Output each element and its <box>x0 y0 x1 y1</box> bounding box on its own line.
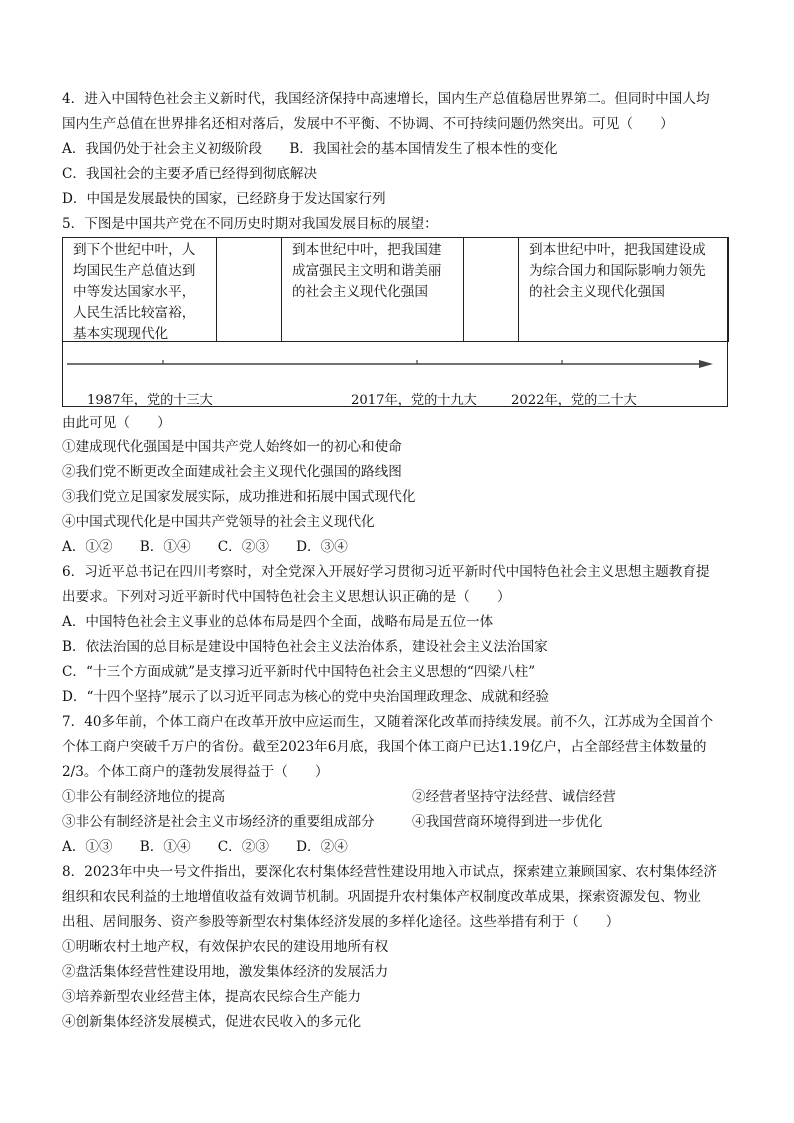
q5-item-4: ④中国式现代化是中国共产党领导的社会主义现代化 <box>62 514 375 530</box>
timeline-label-1987: 1987年，党的十三大 <box>87 393 213 408</box>
q7-stem-line3: 2/3。个体工商户的蓬勃发展得益于（ ） <box>62 764 329 780</box>
cell-1987-line5: 基本实现现代化 <box>73 326 169 342</box>
timeline-arrow <box>65 354 713 374</box>
q6-option-c: C．“十三个方面成就”是支撑习近平新时代中国特色社会主义思想的“四梁八柱” <box>62 664 536 680</box>
q5-item-1: ①建成现代化强国是中国共产党人始终如一的初心和使命 <box>62 439 402 455</box>
q8-item-4: ④创新集体经济发展模式，促进农民收入的多元化 <box>62 1014 362 1030</box>
cell-2022-line1: 到本世纪中叶，把我国建设成 <box>529 242 706 258</box>
q8-stem-line2: 组织和农民利益的土地增值收益有效调节机制。巩固提升农村集体产权制度改革成果，探索资源发包、物业 <box>62 889 701 905</box>
q7-item-2: ②经营者坚持守法经营、诚信经营 <box>412 789 616 805</box>
q5-stem: 5．下图是中国共产党在不同历史时期对我国发展目标的展望： <box>62 216 438 232</box>
q6-option-d: D．“十四个坚持”展示了以习近平同志为核心的党中央治国理政理念、成就和经验 <box>62 689 549 705</box>
q5-item-3: ③我们党立足国家发展实际，成功推进和拓展中国式现代化 <box>62 489 416 505</box>
q7-item-3: ③非公有制经济是社会主义市场经济的重要组成部分 <box>62 814 375 830</box>
q6-option-b: B．依法治国的总目标是建设中国特色社会主义法治体系，建设社会主义法治国家 <box>62 639 548 655</box>
q6-option-a: A．中国特色社会主义事业的总体布局是四个全面，战略布局是五位一体 <box>62 614 494 630</box>
q5-goal-cell-1987 <box>62 237 217 342</box>
q5-item-2: ②我们党不断更改全面建成社会主义现代化强国的路线图 <box>62 464 402 480</box>
q8-item-2: ②盘活集体经营性建设用地，激发集体经济的发展活力 <box>62 964 389 980</box>
q7-stem-line1: 7．40多年前，个体工商户在改革开放中应运而生，又随着深化改革而持续发展。前不久，江苏成为全国首个 <box>62 714 714 730</box>
q8-item-3: ③培养新型农业经营主体，提高农民综合生产能力 <box>62 989 362 1005</box>
cell-2017-line2: 成富强民主文明和谐美丽 <box>292 263 442 279</box>
q4-option-d: D．中国是发展最快的国家，已经跻身于发达国家行列 <box>62 191 386 207</box>
cell-1987-line3: 中等发达国家水平， <box>73 284 196 300</box>
q6-stem-line1: 6．习近平总书记在四川考察时，对全党深入开展好学习贯彻习近平新时代中国特色社会主义思想主题教育提 <box>62 564 710 580</box>
q4-stem-line2: 国内生产总值在世界排名还相对落后，发展中不平衡、不协调、不可持续问题仍然突出。可见（ ） <box>62 116 674 132</box>
q5-options: A．①② B．①④ C．②③ D．③④ <box>62 539 348 555</box>
q4-options-ab: A．我国仍处于社会主义初级阶段 B．我国社会的基本国情发生了根本性的变化 <box>62 141 558 157</box>
cell-1987-line2: 均国民生产总值达到 <box>73 263 196 279</box>
cell-2017-line1: 到本世纪中叶，把我国建 <box>292 242 442 258</box>
q8-stem-line1: 8．2023年中央一号文件指出，要深化农村集体经营性建设用地入市试点，探索建立兼顾国家、农村集体经济 <box>62 864 717 880</box>
cell-1987-line4: 人民生活比较富裕， <box>73 305 196 321</box>
q5-timeline-figure <box>62 237 728 407</box>
q5-empty-cell-2 <box>463 237 519 342</box>
q6-stem-line2: 出要求。下列对习近平新时代中国特色社会主义思想认识正确的是（ ） <box>62 589 511 605</box>
q5-goal-cell-2022 <box>518 237 729 342</box>
q4-option-c: C．我国社会的主要矛盾已经得到彻底解决 <box>62 166 318 182</box>
cell-1987-line1: 到下个世纪中叶，人 <box>73 242 196 258</box>
cell-2022-line3: 的社会主义现代化强国 <box>529 284 665 300</box>
timeline-label-2017: 2017年，党的十九大 <box>351 393 477 408</box>
q7-item-1: ①非公有制经济地位的提高 <box>62 789 226 805</box>
q5-goal-cell-2017 <box>281 237 464 342</box>
q8-item-1: ①明晰农村土地产权，有效保护农民的建设用地所有权 <box>62 939 389 955</box>
q7-options: A．①③ B．①④ C．②③ D．②④ <box>62 839 348 855</box>
q5-empty-cell-1 <box>216 237 282 342</box>
q7-items-row2 <box>62 812 734 832</box>
cell-2022-line2: 为综合国力和国际影响力领先 <box>529 263 706 279</box>
q5-followup: 由此可见（ ） <box>62 415 171 431</box>
q7-stem-line2: 个体工商户突破千万户的省份。截至2023年6月底，我国个体工商户已达1.19亿户，占全部经营主体数量的 <box>62 739 707 755</box>
q7-item-4: ④我国营商环境得到进一步优化 <box>412 814 603 830</box>
q4-stem-line1: 4．进入中国特色社会主义新时代，我国经济保持中高速增长，国内生产总值稳居世界第二。但同时中国人均 <box>62 91 710 107</box>
cell-2017-line3: 的社会主义现代化强国 <box>292 284 428 300</box>
q7-items-row1 <box>62 787 734 807</box>
q8-stem-line3: 出租、居间服务、资产参股等新型农村集体经济发展的多样化途径。这些举措有利于（ ） <box>62 914 620 930</box>
timeline-label-2022: 2022年，党的二十大 <box>511 393 637 408</box>
